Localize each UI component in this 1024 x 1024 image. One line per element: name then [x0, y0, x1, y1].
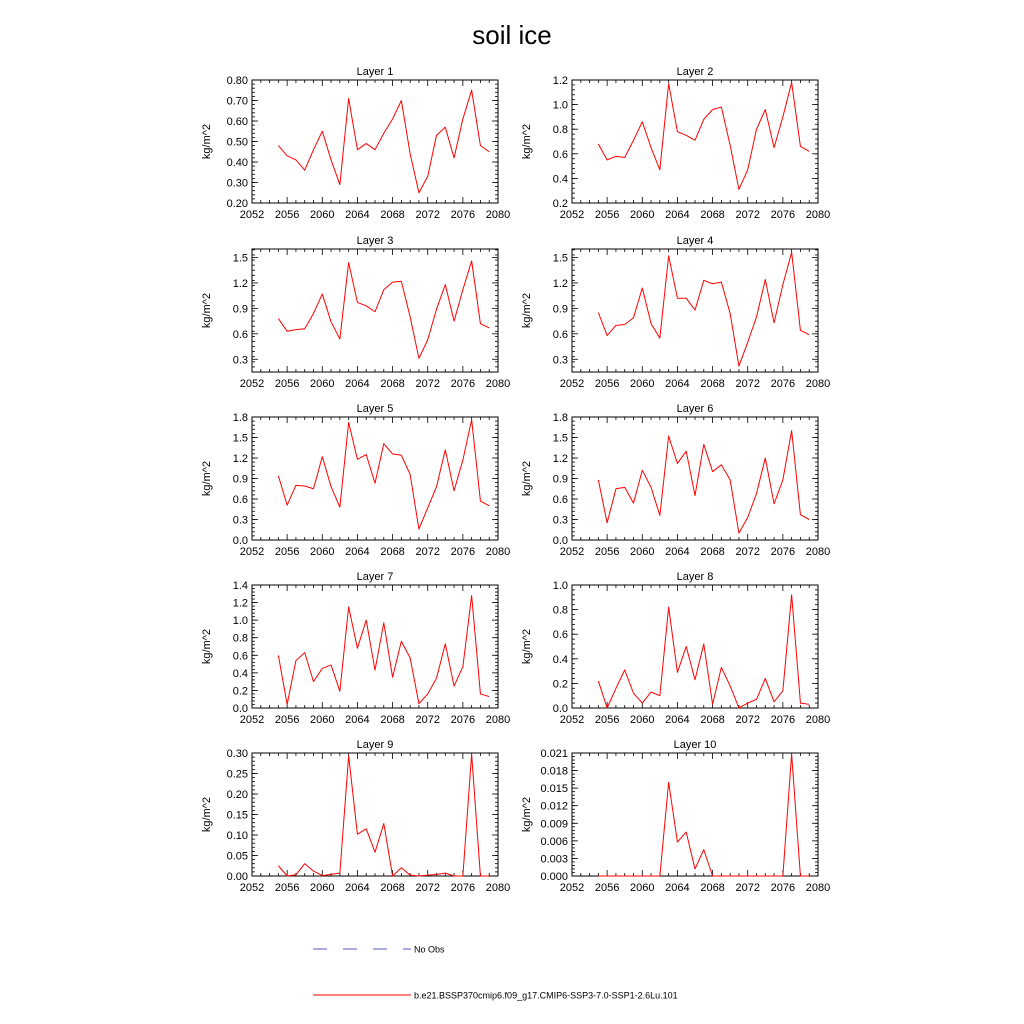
x-tick-label: 2072 [735, 714, 760, 726]
panel-layer-1 [201, 66, 510, 221]
x-tick-label: 2076 [450, 378, 476, 390]
y-axis-label: kg/m^2 [201, 123, 213, 160]
y-tick-label: 0.9 [552, 473, 568, 486]
plot-frame [572, 417, 818, 540]
x-tick-label: 2052 [239, 546, 265, 558]
x-tick-label: 2060 [630, 882, 655, 894]
series-line [278, 261, 489, 359]
x-tick-label: 2076 [770, 209, 796, 221]
x-tick-label: 2056 [594, 209, 620, 221]
panel-title: Layer 5 [356, 403, 394, 415]
x-tick-label: 2056 [274, 714, 300, 726]
plot-frame [572, 585, 818, 708]
x-tick-label: 2080 [485, 714, 511, 726]
x-tick-label: 2072 [735, 209, 760, 221]
x-tick-label: 2056 [594, 378, 620, 390]
y-tick-label: 0.8 [552, 124, 568, 137]
y-axis-label: kg/m^2 [201, 628, 213, 665]
x-tick-label: 2060 [310, 882, 335, 894]
y-tick-label: 0.3 [232, 354, 248, 367]
x-tick-label: 2076 [450, 209, 476, 221]
y-tick-label: 1.8 [552, 412, 568, 424]
series-line [598, 252, 809, 366]
y-tick-label: 0.2 [552, 678, 568, 691]
y-tick-label: 0.10 [226, 830, 248, 842]
x-tick-label: 2052 [559, 378, 585, 390]
x-tick-label: 2072 [735, 546, 760, 558]
y-tick-label: 0.30 [226, 177, 248, 190]
y-tick-label: 1.0 [552, 99, 568, 112]
x-tick-label: 2068 [380, 546, 405, 558]
x-tick-label: 2076 [450, 882, 476, 894]
x-tick-label: 2068 [380, 882, 405, 894]
x-tick-label: 2076 [770, 546, 796, 558]
x-tick-label: 2060 [310, 209, 335, 221]
y-tick-label: 1.0 [232, 615, 248, 628]
y-axis-label: kg/m^2 [521, 123, 533, 160]
y-tick-label: 0.4 [232, 667, 248, 680]
plot-frame [252, 417, 498, 540]
series-line [598, 431, 809, 533]
y-tick-label: 0.9 [552, 303, 568, 316]
y-tick-label: 0.00 [226, 871, 248, 883]
series-line [278, 596, 489, 705]
x-tick-label: 2072 [415, 882, 440, 894]
y-tick-label: 0.50 [226, 136, 248, 149]
y-tick-label: 0.0 [552, 703, 568, 715]
x-tick-label: 2052 [559, 882, 585, 894]
x-tick-label: 2064 [345, 378, 370, 390]
panel-title: Layer 8 [676, 571, 714, 583]
y-tick-label: 0.003 [540, 853, 568, 866]
y-tick-label: 0.012 [540, 800, 568, 813]
y-axis-label: kg/m^2 [521, 460, 533, 497]
y-tick-label: 0.70 [226, 95, 248, 108]
x-tick-label: 2056 [594, 714, 620, 726]
x-tick-label: 2076 [450, 714, 476, 726]
series-line [278, 420, 489, 529]
plot-frame [252, 80, 498, 203]
panel-layer-3 [201, 235, 510, 390]
x-tick-label: 2056 [594, 546, 620, 558]
y-tick-label: 0.9 [232, 303, 248, 316]
x-tick-label: 2060 [310, 546, 335, 558]
y-tick-label: 0.80 [226, 75, 248, 87]
x-tick-label: 2064 [345, 209, 370, 221]
x-tick-label: 2052 [239, 209, 265, 221]
x-tick-label: 2064 [665, 378, 690, 390]
x-tick-label: 2080 [805, 714, 831, 726]
x-tick-label: 2060 [630, 714, 655, 726]
y-tick-label: 0.6 [552, 494, 568, 506]
plot-frame [572, 753, 818, 876]
y-tick-label: 0.20 [226, 789, 248, 801]
panel-layer-7 [201, 571, 510, 726]
x-tick-label: 2052 [239, 378, 265, 390]
x-tick-label: 2072 [415, 714, 440, 726]
x-tick-label: 2052 [559, 714, 585, 726]
x-tick-label: 2056 [594, 882, 620, 894]
y-tick-label: 0.40 [226, 157, 248, 169]
series-line [598, 595, 809, 708]
x-tick-label: 2072 [415, 546, 440, 558]
y-tick-label: 0.30 [226, 748, 248, 760]
y-tick-label: 0.60 [226, 116, 248, 128]
y-tick-label: 1.5 [232, 432, 248, 445]
y-axis-label: kg/m^2 [521, 796, 533, 833]
panel-title: Layer 9 [356, 739, 394, 751]
y-tick-label: 0.021 [540, 748, 568, 760]
panel-title: Layer 6 [676, 403, 714, 415]
x-tick-label: 2064 [665, 546, 690, 558]
y-tick-label: 0.6 [552, 629, 568, 642]
legend-label-2: b.e21.BSSP370cmip6.f09_g17.CMIP6-SSP3-7.0-SSP1-2.6Lu.101 [414, 990, 678, 1001]
y-tick-label: 1.2 [552, 277, 568, 290]
x-tick-label: 2068 [380, 209, 405, 221]
y-tick-label: 1.2 [232, 277, 248, 290]
y-axis-label: kg/m^2 [201, 292, 213, 329]
x-tick-label: 2076 [770, 882, 796, 894]
x-tick-label: 2052 [239, 882, 265, 894]
y-tick-label: 0.006 [540, 835, 568, 848]
y-tick-label: 1.2 [552, 453, 568, 465]
y-tick-label: 1.4 [232, 580, 248, 592]
series-line [598, 754, 809, 876]
y-tick-label: 0.8 [232, 632, 248, 645]
panel-layer-6 [521, 403, 830, 558]
x-tick-label: 2056 [274, 882, 300, 894]
x-tick-label: 2068 [700, 714, 725, 726]
y-tick-label: 0.015 [540, 783, 568, 796]
y-tick-label: 0.018 [540, 765, 568, 778]
x-tick-label: 2064 [345, 714, 370, 726]
panel-title: Layer 3 [356, 235, 394, 247]
y-tick-label: 0.6 [232, 650, 248, 663]
x-tick-label: 2060 [310, 714, 335, 726]
x-tick-label: 2068 [700, 209, 725, 221]
y-tick-label: 0.000 [540, 871, 568, 883]
y-tick-label: 1.5 [552, 252, 568, 265]
plot-frame [572, 80, 818, 203]
panel-title: Layer 2 [676, 66, 714, 78]
x-tick-label: 2056 [274, 209, 300, 221]
x-tick-label: 2080 [485, 209, 511, 221]
panel-title: Layer 1 [356, 66, 394, 78]
x-tick-label: 2068 [700, 378, 725, 390]
x-tick-label: 2080 [485, 378, 511, 390]
x-tick-label: 2068 [380, 378, 405, 390]
x-tick-label: 2064 [345, 882, 370, 894]
x-tick-label: 2072 [415, 378, 440, 390]
x-tick-label: 2060 [310, 378, 335, 390]
panel-grid [201, 66, 830, 894]
y-tick-label: 0.8 [552, 604, 568, 617]
y-axis-label: kg/m^2 [521, 628, 533, 665]
panel-layer-8 [521, 571, 830, 726]
x-tick-label: 2080 [485, 882, 511, 894]
x-tick-label: 2064 [665, 714, 690, 726]
x-tick-label: 2064 [665, 882, 690, 894]
x-tick-label: 2064 [665, 209, 690, 221]
x-tick-label: 2060 [630, 546, 655, 558]
y-tick-label: 0.4 [552, 653, 568, 666]
y-tick-label: 1.2 [232, 453, 248, 465]
panel-layer-5 [201, 403, 510, 558]
x-tick-label: 2076 [770, 714, 796, 726]
y-tick-label: 1.2 [552, 75, 568, 87]
y-tick-label: 0.15 [226, 809, 248, 822]
panel-layer-2 [521, 66, 830, 221]
x-tick-label: 2068 [700, 546, 725, 558]
x-tick-label: 2056 [274, 546, 300, 558]
panel-layer-9 [201, 739, 510, 894]
y-axis-label: kg/m^2 [521, 292, 533, 329]
x-tick-label: 2076 [770, 378, 796, 390]
x-tick-label: 2052 [559, 546, 585, 558]
x-tick-label: 2080 [485, 546, 511, 558]
x-tick-label: 2060 [630, 209, 655, 221]
plot-frame [252, 753, 498, 876]
y-tick-label: 0.6 [232, 494, 248, 506]
series-line [598, 82, 809, 189]
x-tick-label: 2064 [345, 546, 370, 558]
y-tick-label: 0.2 [552, 198, 568, 210]
y-tick-label: 0.0 [232, 535, 248, 547]
y-tick-label: 0.05 [226, 850, 248, 863]
x-tick-label: 2080 [805, 378, 831, 390]
panel-title: Layer 7 [356, 571, 394, 583]
x-tick-label: 2060 [630, 378, 655, 390]
y-axis-label: kg/m^2 [201, 460, 213, 497]
x-tick-label: 2080 [805, 209, 831, 221]
x-tick-label: 2076 [450, 546, 476, 558]
panel-title: Layer 10 [673, 739, 717, 751]
y-tick-label: 0.2 [232, 685, 248, 698]
x-tick-label: 2068 [380, 714, 405, 726]
x-tick-label: 2072 [735, 882, 760, 894]
y-tick-label: 1.5 [232, 252, 248, 265]
y-tick-label: 0.25 [226, 768, 248, 781]
x-tick-label: 2052 [239, 714, 265, 726]
panel-layer-4 [521, 235, 830, 390]
y-axis-label: kg/m^2 [201, 796, 213, 833]
y-tick-label: 1.2 [232, 597, 248, 610]
y-tick-label: 0.3 [552, 514, 568, 527]
y-tick-label: 0.9 [232, 473, 248, 486]
legend-label-1: No Obs [414, 944, 445, 955]
plot-frame [252, 585, 498, 708]
x-tick-label: 2072 [415, 209, 440, 221]
y-tick-label: 0.0 [552, 535, 568, 547]
figure-title: soil ice [472, 20, 552, 50]
y-tick-label: 0.3 [232, 514, 248, 527]
x-tick-label: 2072 [735, 378, 760, 390]
y-tick-label: 0.20 [226, 198, 248, 210]
y-tick-label: 1.8 [232, 412, 248, 424]
y-tick-label: 0.6 [552, 148, 568, 161]
x-tick-label: 2068 [700, 882, 725, 894]
panel-layer-10 [521, 739, 830, 894]
x-tick-label: 2056 [274, 378, 300, 390]
legend [313, 945, 678, 1001]
y-tick-label: 0.0 [232, 703, 248, 715]
y-tick-label: 0.3 [552, 354, 568, 367]
y-tick-label: 0.009 [540, 818, 568, 831]
y-tick-label: 0.6 [552, 328, 568, 341]
y-tick-label: 1.5 [552, 432, 568, 445]
x-tick-label: 2080 [805, 882, 831, 894]
y-tick-label: 0.4 [552, 173, 568, 186]
x-tick-label: 2080 [805, 546, 831, 558]
panel-title: Layer 4 [676, 235, 714, 247]
x-tick-label: 2052 [559, 209, 585, 221]
series-line [278, 90, 489, 193]
y-tick-label: 0.6 [232, 328, 248, 341]
series-line [278, 754, 489, 876]
y-tick-label: 1.0 [552, 580, 568, 592]
